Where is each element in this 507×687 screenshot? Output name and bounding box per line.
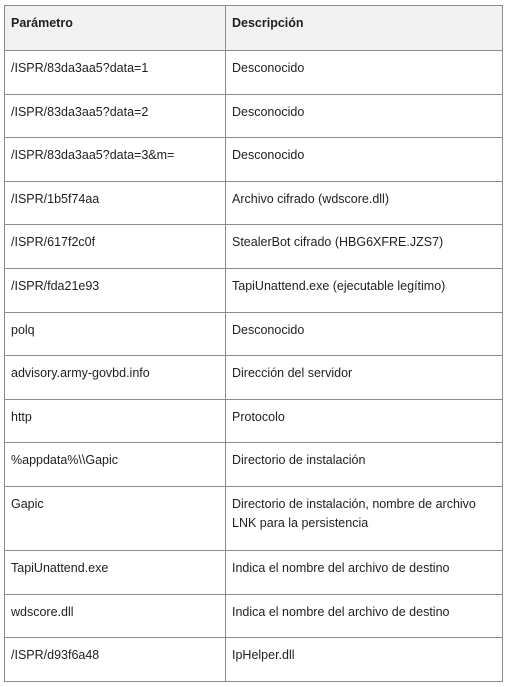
cell-parametro: /ISPR/83da3aa5?data=1	[5, 51, 226, 95]
cell-descripcion: Desconocido	[226, 94, 503, 138]
table-row	[5, 594, 503, 638]
table-row	[5, 268, 503, 312]
table-row	[5, 486, 503, 550]
cell-parametro: wdscore.dll	[5, 594, 226, 638]
cell-descripcion: Desconocido	[226, 312, 503, 356]
table-header-row	[5, 6, 503, 51]
parameters-table-container	[4, 5, 502, 682]
cell-parametro: TapiUnattend.exe	[5, 550, 226, 594]
table-row	[5, 550, 503, 594]
table-row	[5, 443, 503, 487]
cell-descripcion: Protocolo	[226, 399, 503, 443]
cell-descripcion: TapiUnattend.exe (ejecutable legítimo)	[226, 268, 503, 312]
cell-parametro: /ISPR/d93f6a48	[5, 638, 226, 682]
table-row	[5, 51, 503, 95]
cell-parametro: /ISPR/fda21e93	[5, 268, 226, 312]
cell-parametro: advisory.army-govbd.info	[5, 356, 226, 400]
table-row	[5, 94, 503, 138]
cell-parametro: Gapic	[5, 486, 226, 550]
cell-descripcion: Directorio de instalación	[226, 443, 503, 487]
table-row	[5, 356, 503, 400]
cell-descripcion: Archivo cifrado (wdscore.dll)	[226, 181, 503, 225]
cell-parametro: %appdata%\\Gapic	[5, 443, 226, 487]
cell-parametro: /ISPR/83da3aa5?data=2	[5, 94, 226, 138]
cell-parametro: http	[5, 399, 226, 443]
cell-descripcion: IpHelper.dll	[226, 638, 503, 682]
cell-descripcion: Dirección del servidor	[226, 356, 503, 400]
cell-descripcion: Indica el nombre del archivo de destino	[226, 550, 503, 594]
cell-descripcion: Desconocido	[226, 51, 503, 95]
cell-parametro: /ISPR/617f2c0f	[5, 225, 226, 269]
table-row	[5, 638, 503, 682]
cell-descripcion: StealerBot cifrado (HBG6XFRE.JZS7)	[226, 225, 503, 269]
cell-descripcion: Indica el nombre del archivo de destino	[226, 594, 503, 638]
table-row	[5, 138, 503, 182]
cell-parametro: /ISPR/1b5f74aa	[5, 181, 226, 225]
table-row	[5, 399, 503, 443]
cell-descripcion: Directorio de instalación, nombre de archivo LNK para la persistencia	[226, 486, 503, 550]
table-row	[5, 181, 503, 225]
header-descripcion: Descripción	[226, 6, 503, 51]
header-parametro: Parámetro	[5, 6, 226, 51]
parameters-table	[4, 5, 503, 682]
cell-parametro: /ISPR/83da3aa5?data=3&m=	[5, 138, 226, 182]
table-row	[5, 312, 503, 356]
cell-descripcion: Desconocido	[226, 138, 503, 182]
cell-parametro: polq	[5, 312, 226, 356]
table-row	[5, 225, 503, 269]
